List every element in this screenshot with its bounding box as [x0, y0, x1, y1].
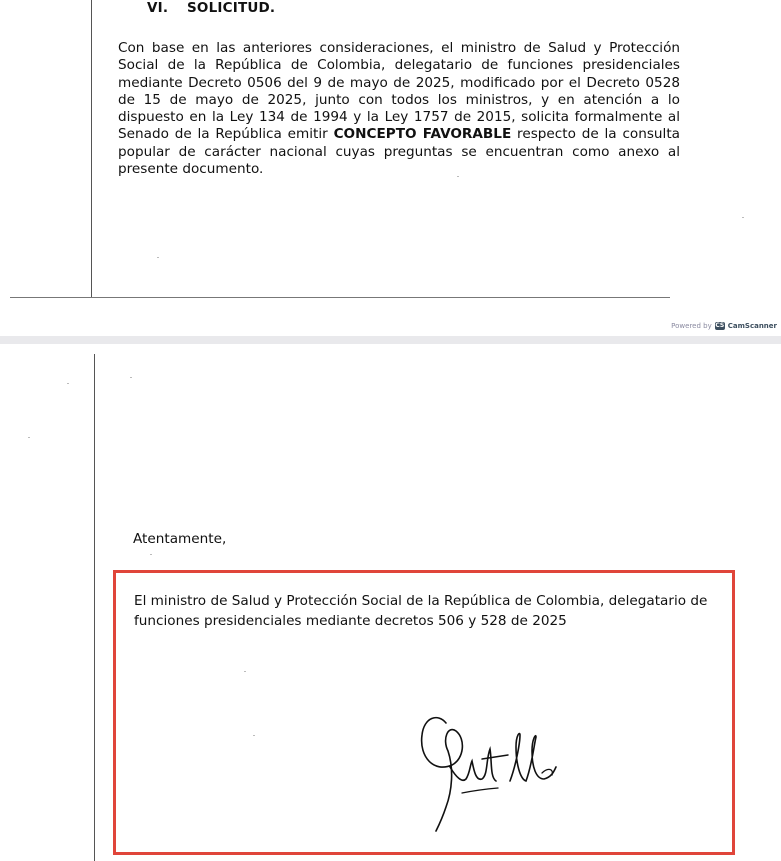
page-footer-rule [10, 297, 670, 298]
scan-speck [457, 176, 459, 177]
scan-speck [130, 377, 132, 378]
handwritten-signature [416, 695, 586, 835]
document-page-1 [0, 0, 781, 336]
camscanner-icon: CS [715, 322, 725, 329]
camscanner-brand: CamScanner [727, 322, 777, 330]
paragraph-bold-phrase: CONCEPTO FAVORABLE [333, 126, 512, 143]
page-separator [0, 336, 781, 344]
page-margin-line [94, 354, 95, 861]
signatory-description: El ministro de Salud y Protección Social de la República de Colombia, delegatario de funciones presidenciales mediante decretos 506 y 528 de 2025 [134, 593, 708, 629]
scan-speck [150, 554, 152, 555]
section-title: SOLICITUD. [187, 0, 276, 16]
scan-speck [253, 735, 255, 736]
request-paragraph [118, 40, 680, 178]
scanner-watermark [671, 322, 777, 330]
page-margin-line [91, 0, 92, 297]
paragraph-text-end: respecto de la consulta popular de carácter nacional cuyas preguntas se encuentran como anexo al presente documento. [118, 126, 680, 178]
scan-speck [67, 383, 69, 384]
signature-highlight-box [113, 570, 735, 855]
paragraph-text-start: Con base en las anteriores consideraciones, el ministro de Salud y Protección Social de la República de Colombia, delegatario de funciones presidenciales mediante Decreto 0506 del 9 de mayo de 2025, modificado por el Decreto 0528 de 15 de mayo de 2025, junto con todos los ministros, y en atención a lo dispuesto en la Ley 134 de 1994 y la Ley 1757 de 2015, solicita formalmente al Senado de la República emitir [118, 40, 680, 143]
scan-speck [244, 671, 246, 672]
section-number: VI. [147, 0, 169, 16]
scan-speck [742, 217, 744, 218]
closing-salutation: Atentamente, [133, 531, 227, 547]
section-heading [147, 0, 275, 16]
powered-by-label: Powered by [671, 322, 712, 330]
scan-speck [28, 437, 30, 438]
document-page-2 [0, 344, 781, 861]
scan-speck [157, 257, 159, 258]
